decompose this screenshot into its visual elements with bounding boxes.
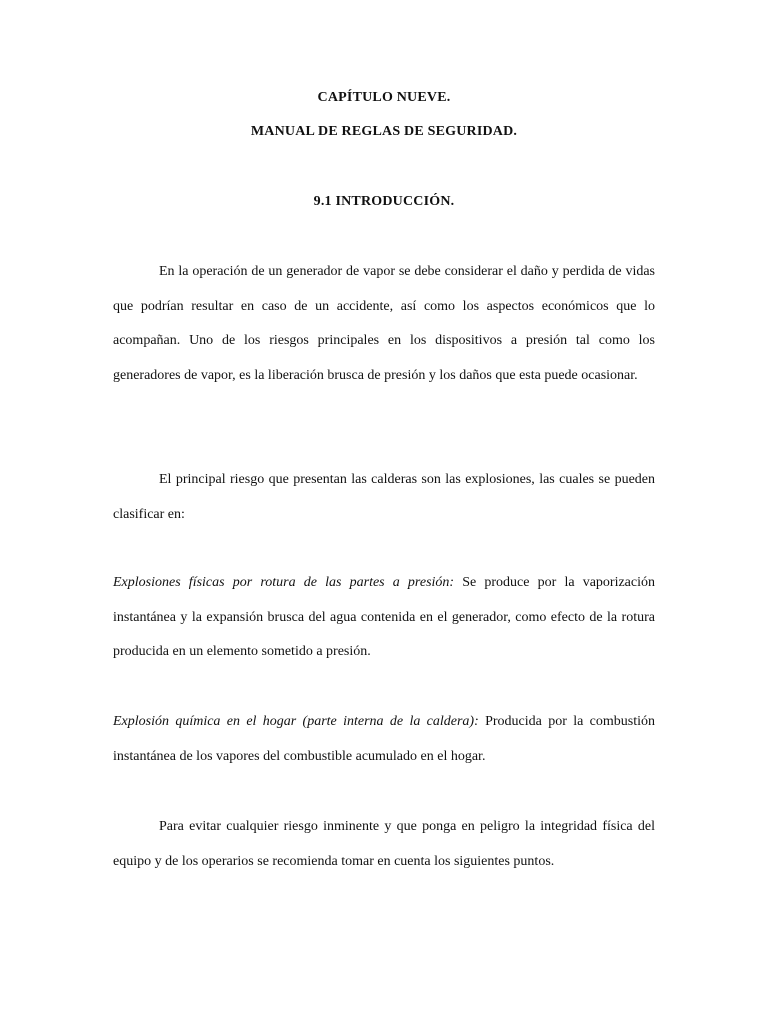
paragraph-chemical-explosion [113,705,655,774]
manual-title: MANUAL DE REGLAS DE SEGURIDAD. [250,124,518,139]
physical-explosions-term: Explosiones físicas por rotura de las partes a presión: [113,575,455,590]
paragraph-introduction: En la operación de un generador de vapor se debe considerar el daño y perdida de vidas que podrían resultar en caso de un accidente, así como los aspectos económicos que lo acompañan. Uno de los riesgos principales en los dispositivos a presión tal como los generadores de vapor, es la liberación brusca de presión y los daños que esta puede ocasionar. [113,264,655,383]
chemical-explosion-term: Explosión química en el hogar (parte interna de la caldera): [113,714,479,729]
chemical-explosion-text: Producida por la combustión instantánea de los vapores del combustible acumulado en el hogar. [113,714,655,764]
paragraph-recommendations: Para evitar cualquier riesgo inminente y que ponga en peligro la integridad física del equipo y de los operarios se recomienda tomar en cuenta los siguientes puntos. [113,819,655,869]
paragraph-physical-explosions [113,566,655,670]
chapter-title: CAPÍTULO NUEVE. [317,90,451,105]
physical-explosions-text: Se produce por la vaporización instantánea y la expansión brusca del agua contenida en el generador, como efecto de la rotura producida en un elemento sometido a presión. [113,575,655,659]
section-title: 9.1 INTRODUCCIÓN. [313,194,455,209]
paragraph-main-risk: El principal riesgo que presentan las calderas son las explosiones, las cuales se pueden clasificar en: [113,472,655,522]
